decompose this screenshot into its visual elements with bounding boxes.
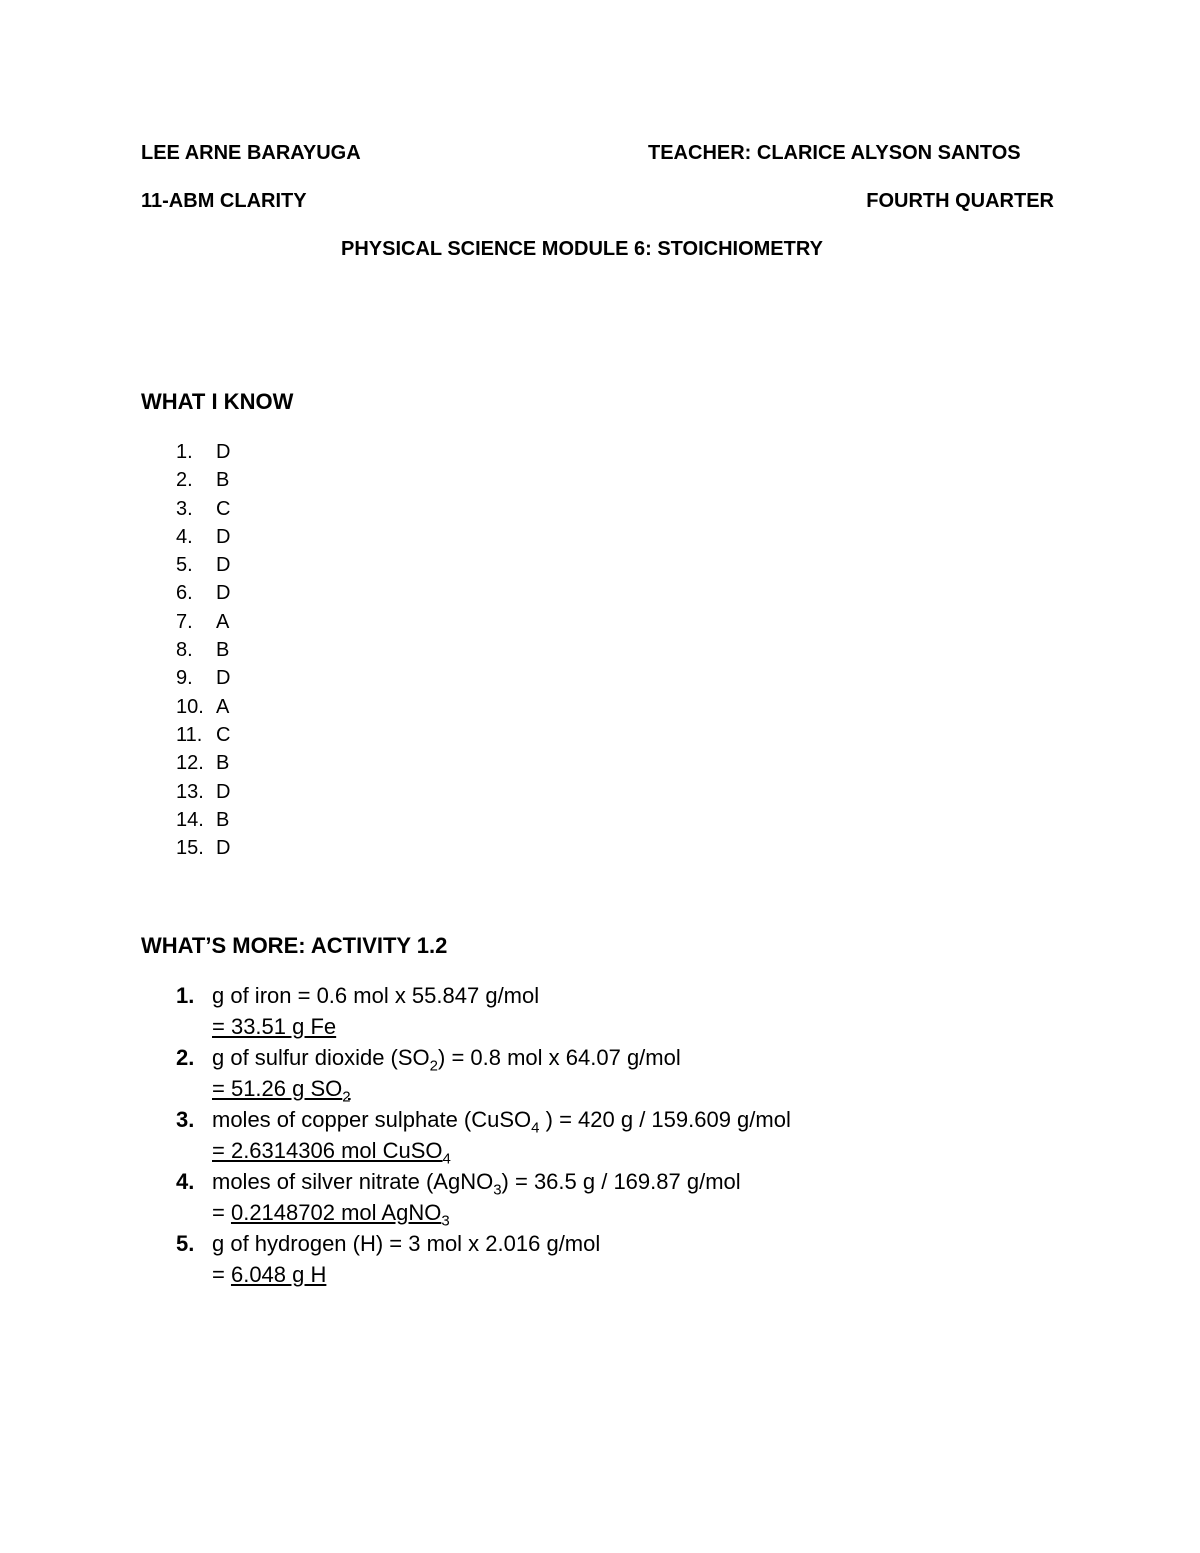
item-number: 1. [176,983,195,1008]
list-item: 8. B [176,639,230,662]
item-question: g of iron = 0.6 mol x 55.847 g/mol [212,983,540,1008]
list-item: 1. D [176,441,231,463]
list-item: 7. A [176,610,230,633]
item-answer-prefix: = [212,1200,231,1225]
quarter-label: FOURTH QUARTER [866,190,1054,212]
what-i-know-list [176,438,230,862]
whats-more-heading: WHAT’S MORE: ACTIVITY 1.2 [141,933,448,958]
teacher-name: TEACHER: CLARICE ALYSON SANTOS [648,142,1021,164]
list-item: 15. D [176,837,231,860]
student-name: LEE ARNE BARAYUGA [141,142,361,164]
item-answer: = 33.51 g Fe [212,1014,337,1039]
item-answer: 0.2148702 mol AgNO$_3$ [230,1200,450,1230]
item-number: 2. [176,1045,195,1070]
item-question: moles of silver nitrate (AgNO$_3$) = 36.5 g / 169.87 g/mol [212,1169,741,1199]
list-item: 9. D [176,667,231,690]
list-item: 12. B [176,752,230,775]
item-question: g of sulfur dioxide $(SO_2) = 0.8$ mol x 64.07 g/mol [212,1045,681,1075]
item-number: 4. [176,1169,195,1194]
page-title: PHYSICAL SCIENCE MODULE 6: STOICHIOMETRY [341,238,823,260]
list-item [176,1042,791,1104]
list-item [176,1228,791,1290]
item-question: moles of copper sulphate (CuSO$_4$ ) = 420 g / 159.609 g/mol [212,1107,791,1137]
list-item [176,980,791,1042]
item-answer-prefix: = [212,1262,231,1287]
list-item: 14. B [176,808,230,831]
item-number: 3. [176,1107,195,1132]
item-answer: 6.048 g H [230,1262,327,1287]
list-item: 6. D [176,582,231,605]
whats-more-list [176,980,791,1290]
list-item: 13. D [176,780,231,803]
section-name: 11-ABM CLARITY [141,190,307,212]
list-item: 11. C [176,723,231,746]
item-answer: = 2.6314306 mol CuSO$_4$ [212,1138,451,1168]
list-item: 2. B [176,469,230,492]
item-question: g of hydrogen (H) = 3 mol x 2.016 g/mol [212,1231,601,1256]
list-item: 5. D [176,554,231,577]
list-item: 4. D [176,525,231,548]
list-item [176,1104,791,1166]
list-item: 3. C [176,497,231,520]
item-answer: = 51.26 g $SO_2$ [212,1076,351,1106]
list-item: 10. A [176,695,230,718]
item-number: 5. [176,1231,195,1256]
list-item [176,1166,791,1228]
what-i-know-heading: WHAT I KNOW [141,389,294,414]
